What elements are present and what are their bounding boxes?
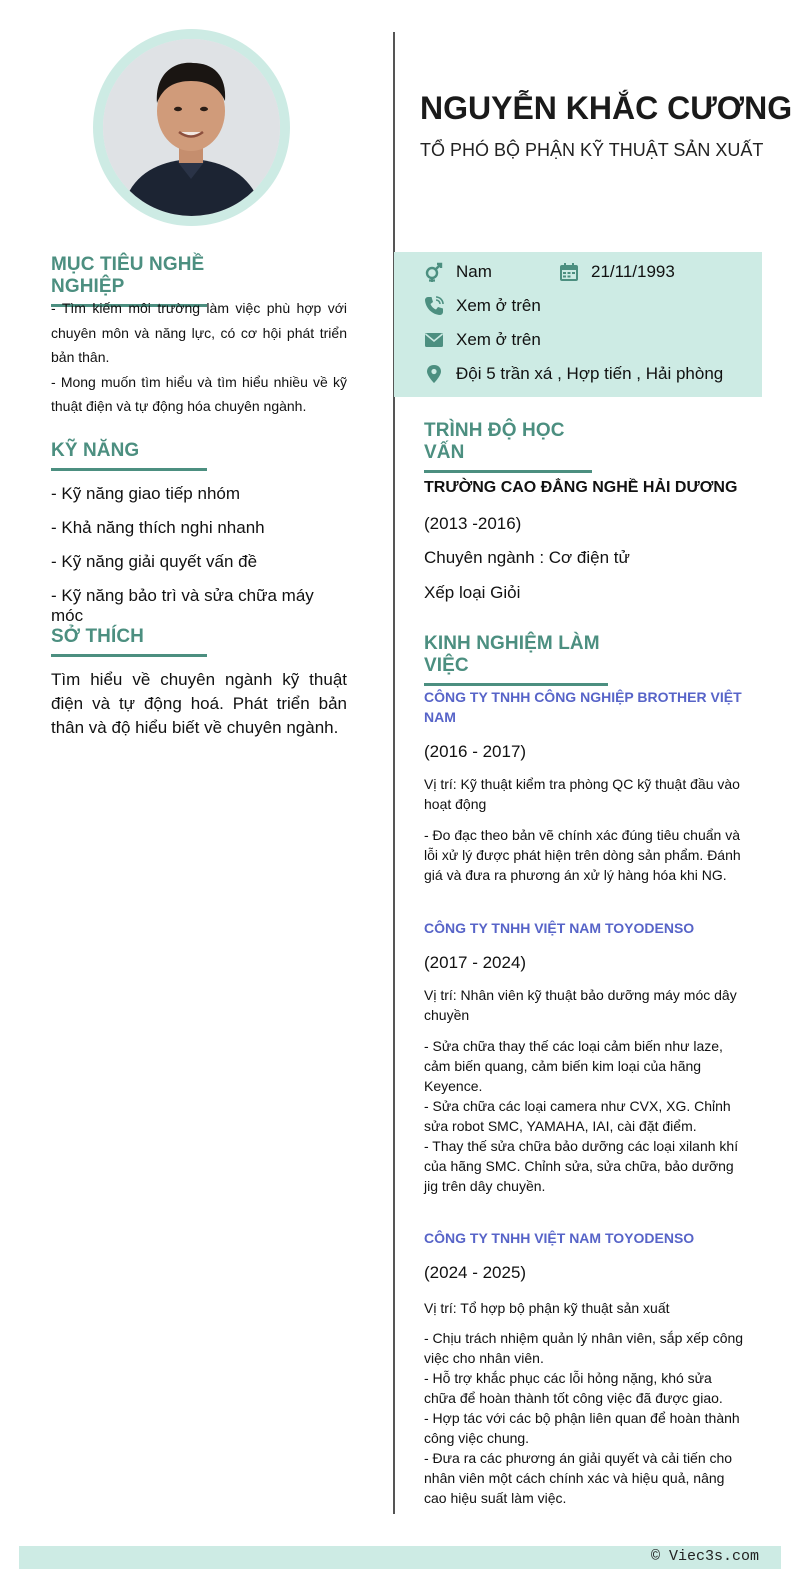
skill-item: - Kỹ năng giao tiếp nhóm	[51, 484, 241, 503]
education-heading: TRÌNH ĐỘ HỌC VẤN	[424, 420, 592, 473]
map-pin-icon	[424, 364, 444, 384]
job-company: CÔNG TY TNHH VIỆT NAM TOYODENSO	[424, 1230, 695, 1246]
job-description: - Sửa chữa thay thế các loại cảm biến như laze, cảm biến quang, cảm biến kim loại của hãng Keyence. - Sửa chữa các loại camera như CVX, XG. Chỉnh sửa robot SMC, YAMAHA, IAI, cài đặt điểm. - Thay thế sửa chữa bảo dưỡng các loại xilanh khí của hãng SMC. Chỉnh sửa, sửa chữa, bảo dưỡng jig trên dây chuyền.	[424, 1038, 739, 1194]
avatar	[103, 39, 280, 216]
gender-icon	[424, 262, 444, 282]
footer-credit: © Viec3s.com	[650, 1548, 759, 1565]
skill-item: - Kỹ năng bảo trì và sửa chữa máy móc	[51, 586, 314, 625]
contact-email: Xem ở trên	[424, 330, 541, 350]
job-period: (2024 - 2025)	[424, 1263, 527, 1282]
contact-panel	[394, 252, 762, 397]
heading-underline	[51, 468, 207, 471]
job-role: Vị trí: Tổ hợp bộ phận kỹ thuật sản xuất	[424, 1300, 670, 1316]
contact-gender: Nam	[424, 262, 492, 282]
objective-heading: MỤC TIÊU NGHỀ NGHIỆP	[51, 254, 207, 307]
job-period: (2016 - 2017)	[424, 742, 527, 761]
skills-list	[51, 484, 347, 640]
job-role: Vị trí: Nhân viên kỹ thuật bảo dưỡng máy móc dây chuyền	[424, 987, 737, 1023]
skills-heading: KỸ NĂNG	[51, 440, 207, 471]
phone-icon	[424, 296, 444, 316]
education-period: (2013 -2016)	[424, 514, 522, 533]
objective-line: - Tìm kiếm môi trường làm việc phù hợp với chuyên môn và năng lực, có cơ hội phát triển bản thân.	[51, 300, 347, 365]
job-company: CÔNG TY TNHH VIỆT NAM TOYODENSO	[424, 920, 695, 936]
footer-bar	[19, 1546, 781, 1569]
education-grade: Xếp loại Giỏi	[424, 583, 521, 602]
job-title: TỔ PHÓ BỘ PHẬN KỸ THUẬT SẢN XUẤT	[420, 140, 764, 160]
contact-birthday: 21/11/1993	[559, 262, 675, 282]
experience-heading: KINH NGHIỆM LÀM VIỆC	[424, 633, 608, 686]
job-role: Vị trí: Kỹ thuật kiểm tra phòng QC kỹ thuật đầu vào hoạt động	[424, 776, 740, 812]
skill-item: - Khả năng thích nghi nhanh	[51, 518, 265, 537]
heading-underline	[424, 683, 608, 686]
avatar-ring	[93, 29, 290, 226]
job-description: - Đo đạc theo bản vẽ chính xác đúng tiêu chuẩn và lỗi xử lý được phát hiện trên dòng sản phẩm. Đánh giá và đưa ra phương án xử lý hàng hóa khi NG.	[424, 827, 741, 883]
objective-line: - Mong muốn tìm hiểu và tìm hiểu nhiều về kỹ thuật điện và tự động hóa chuyên ngành.	[51, 373, 347, 414]
objective-text	[51, 296, 347, 419]
heading-underline	[51, 654, 207, 657]
hobbies-heading: SỞ THÍCH	[51, 626, 207, 657]
education-school: TRƯỜNG CAO ĐẲNG NGHỀ HẢI DƯƠNG	[424, 479, 738, 496]
avatar-photo	[103, 39, 280, 216]
skill-item: - Kỹ năng giải quyết vấn đề	[51, 552, 258, 571]
full-name: NGUYỄN KHẮC CƯƠNG	[420, 90, 793, 126]
job-company: CÔNG TY TNHH CÔNG NGHIỆP BROTHER VIỆT NAM	[424, 689, 742, 725]
envelope-icon	[424, 330, 444, 350]
education-major: Chuyên ngành : Cơ điện tử	[424, 548, 630, 567]
job-period: (2017 - 2024)	[424, 953, 527, 972]
contact-address: Đội 5 trần xá , Hợp tiến , Hải phòng	[424, 364, 723, 384]
calendar-icon	[559, 262, 579, 282]
heading-underline	[424, 470, 592, 473]
job-description: - Chịu trách nhiệm quản lý nhân viên, sắp xếp công việc cho nhân viên. - Hỗ trợ khắc phục các lỗi hỏng nặng, khó sửa chữa để hoàn thành tốt công việc đã được giao. - Hợp tác với các bộ phận liên quan để hoàn thành công việc chung. - Đưa ra các phương án giải quyết và cải tiến cho nhân viên một cách chính xác và hiệu quả, nâng cao hiệu suất làm việc.	[424, 1330, 744, 1506]
hobbies-text: Tìm hiểu về chuyên ngành kỹ thuật điện và tự động hoá. Phát triển bản thân và độ hiểu biết về chuyên ngành.	[51, 670, 347, 737]
contact-phone: Xem ở trên	[424, 296, 541, 316]
